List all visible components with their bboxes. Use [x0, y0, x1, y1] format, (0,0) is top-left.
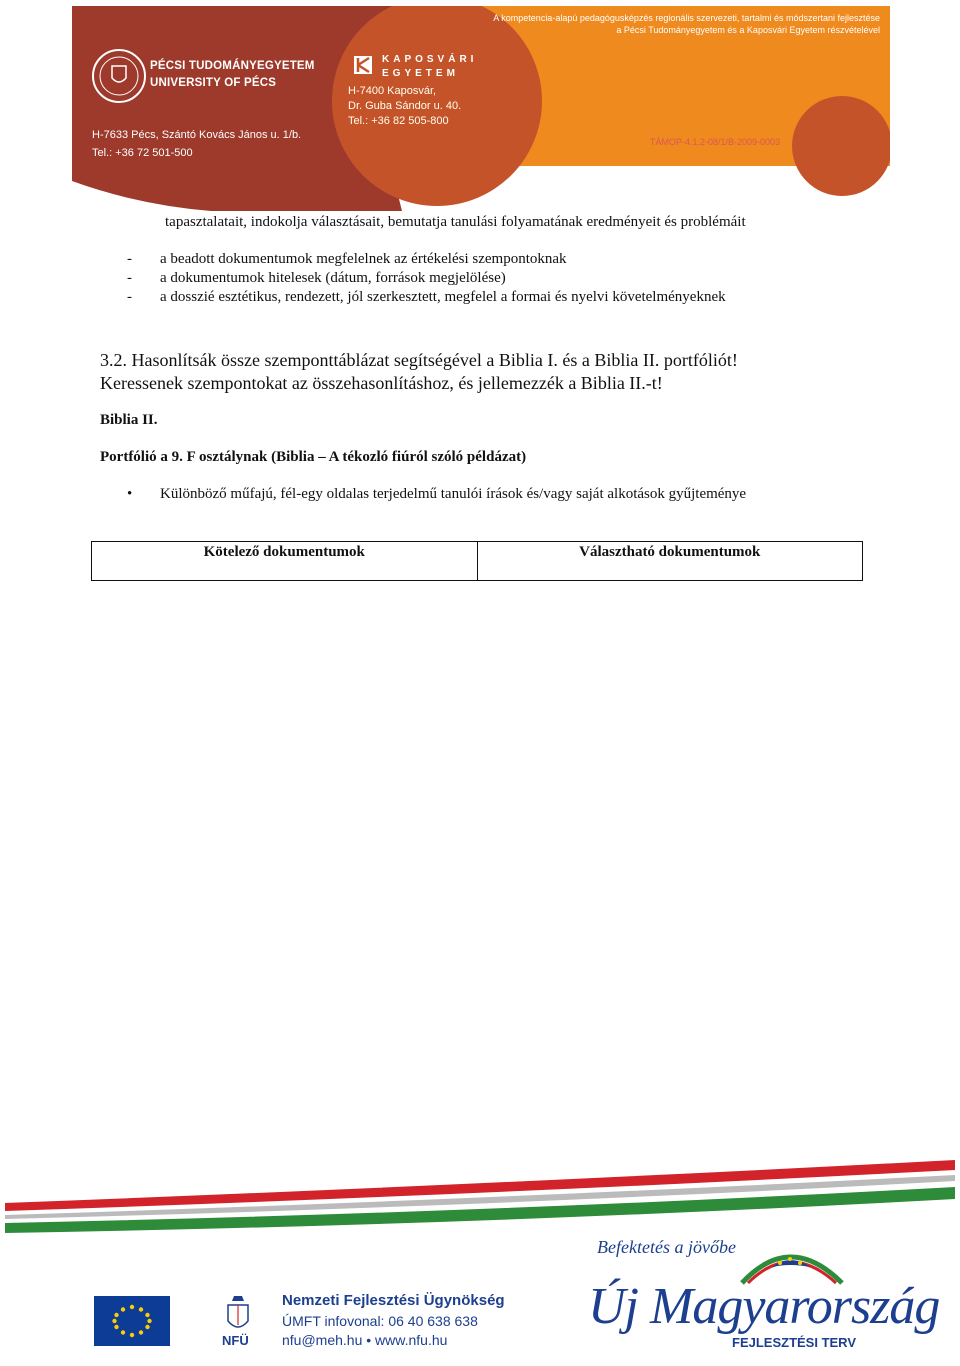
nfu-web: nfu@meh.hu • www.nfu.hu — [282, 1332, 448, 1348]
um-title: Új Magyarország — [588, 1278, 940, 1335]
green-ribbon — [5, 1187, 955, 1233]
criteria-text: a dosszié esztétikus, rendezett, jól szerkesztett, megfelel a formai és nyelvi követelményeknek — [160, 289, 726, 305]
task-heading — [100, 349, 738, 395]
task-line-1: 3.2. Hasonlítsák össze szemponttáblázat segítségével a Biblia I. és a Biblia II. portfóliót! — [100, 350, 738, 370]
table-header-row — [92, 542, 863, 581]
project-code: TÁMOP-4.1.2-08/1/B-2009-0003 — [650, 137, 781, 147]
table-header-mandatory: Kötelező dokumentumok — [92, 542, 478, 581]
um-subtitle: FEJLESZTÉSI TERV — [732, 1335, 857, 1350]
bullet-item — [127, 486, 746, 503]
pte-address-line: H-7633 Pécs, Szántó Kovács János u. 1/b. — [92, 129, 302, 141]
pte-name — [150, 58, 315, 92]
criteria-text: a beadott dokumentumok megfelelnek az értékelési szempontoknak — [160, 251, 567, 267]
table-header-optional: Választható dokumentumok — [477, 542, 863, 581]
pte-name-hu: PÉCSI TUDOMÁNYEGYETEM — [150, 60, 315, 72]
hungarian-crest-icon — [228, 1296, 248, 1327]
documents-table — [91, 541, 863, 581]
criteria-text: a dokumentumok hitelesek (dátum, források megjelölése) — [160, 270, 506, 286]
criteria-item — [127, 288, 726, 307]
ke-word-1: KAPOSVÁRI — [382, 54, 478, 65]
header-banner — [72, 6, 890, 211]
portfolio-title: Portfólió a 9. F osztálynak (Biblia – A tékozló fiúról szóló példázat) — [100, 449, 527, 465]
project-title-line-2: a Pécsi Tudományegyetem és a Kaposvári Egyetem részvételével — [616, 25, 880, 35]
bullet-icon: • — [127, 486, 133, 502]
ke-phone-line: Tel.: +36 82 505-800 — [348, 115, 449, 127]
pte-address — [92, 126, 301, 162]
header-graphic — [72, 6, 890, 211]
eu-flag-icon — [94, 1296, 170, 1346]
criteria-item — [127, 250, 726, 269]
project-title — [464, 12, 880, 36]
dash-marker: - — [127, 251, 132, 267]
footer-banner — [0, 1155, 960, 1366]
ke-word-2: EGYETEM — [382, 68, 459, 79]
criteria-list — [127, 250, 726, 307]
ke-address-line-2: Dr. Guba Sándor u. 40. — [348, 100, 462, 112]
nfu-block — [282, 1290, 505, 1350]
criteria-item — [127, 269, 726, 288]
ke-logo-text — [382, 53, 477, 81]
subheading: Biblia II. — [100, 412, 158, 428]
dash-marker: - — [127, 289, 132, 305]
nfu-name: Nemzeti Fejlesztési Ügynökség — [282, 1292, 505, 1309]
nfu-phone: ÚMFT infovonal: 06 40 638 638 — [282, 1313, 478, 1329]
bullet-text: Különböző műfajú, fél-egy oldalas terjedelmű tanulói írások és/vagy saját alkotások gyűjteménye — [160, 486, 747, 502]
ke-address — [348, 84, 461, 129]
pte-phone-line: Tel.: +36 72 501-500 — [92, 147, 193, 159]
ke-address-line-1: H-7400 Kaposvár, — [348, 85, 437, 97]
ke-logo-icon — [354, 56, 372, 74]
intro-line: tapasztalatait, indokolja választásait, bemutatja tanulási folyamatának eredményeit és problémáit — [165, 214, 746, 230]
pte-name-en: UNIVERSITY OF PÉCS — [150, 77, 277, 89]
dash-marker: - — [127, 270, 132, 286]
project-title-line-1: A kompetencia-alapú pedagógusképzés regionális szervezeti, tartalmi és módszertani fejlesztése — [493, 13, 880, 23]
nfu-logo-text: NFÜ — [222, 1333, 249, 1348]
um-tagline: Befektetés a jövőbe — [597, 1237, 736, 1257]
task-line-2: Keressenek szempontokat az összehasonlításhoz, és jellemezzék a Biblia II.-t! — [100, 373, 663, 393]
